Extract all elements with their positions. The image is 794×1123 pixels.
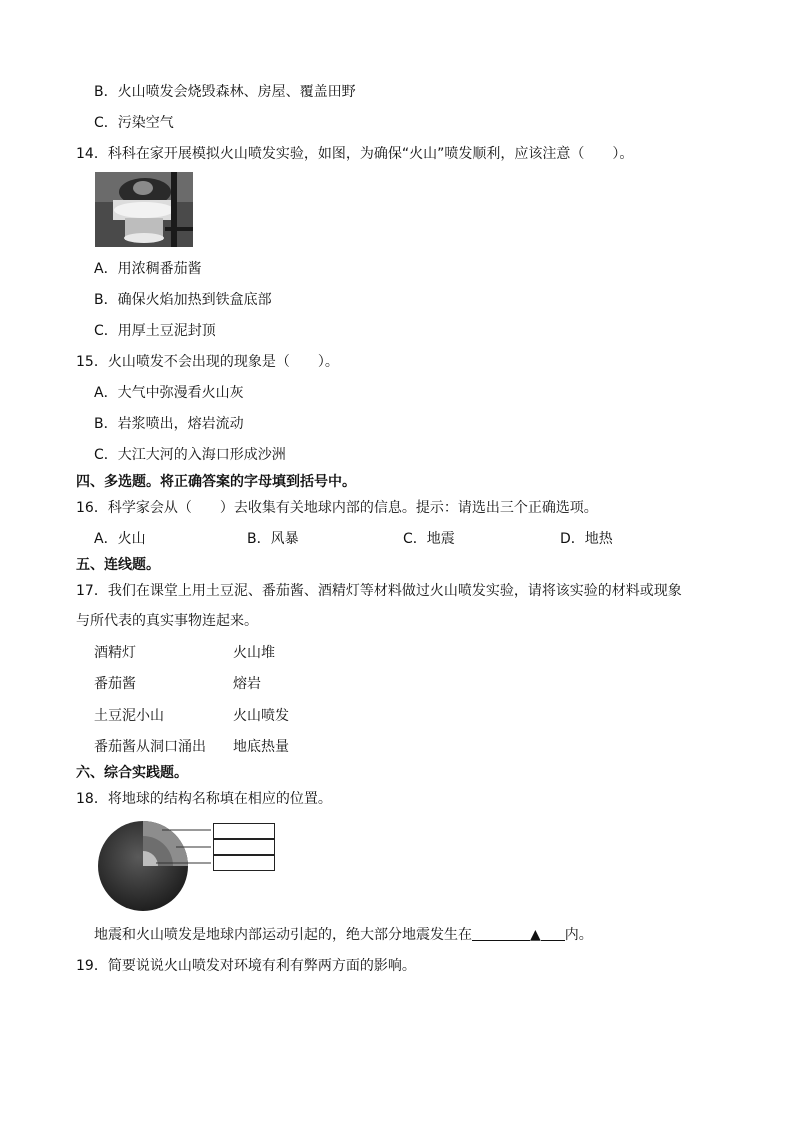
section-5-title: 五、连线题。 (76, 557, 160, 573)
core-answer-box[interactable] (213, 855, 275, 871)
q16-stem: 16．科学家会从（ ）去收集有关地球内部的信息。提示：请选出三个正确选项。 (76, 500, 598, 516)
match-left-item[interactable]: 土豆泥小山 (94, 708, 164, 724)
q17-stem-line-2: 与所代表的真实事物连起来。 (76, 613, 258, 629)
match-right-item[interactable]: 火山堆 (233, 645, 275, 661)
match-left-item[interactable]: 番茄酱 (94, 676, 136, 692)
q15-option-a: A．大气中弥漫看火山灰 (94, 385, 244, 401)
q16-option-c: C．地震 (403, 531, 455, 547)
crust-answer-box[interactable] (213, 823, 275, 839)
q16-option-a: A．火山 (94, 531, 146, 547)
q16-option-d: D．地热 (560, 531, 613, 547)
answer-blank[interactable] (541, 926, 565, 941)
match-left-item[interactable]: 番茄酱从洞口涌出 (94, 739, 206, 755)
q16-option-b: B．风暴 (247, 531, 299, 547)
section-6-title: 六、综合实践题。 (76, 765, 188, 781)
section-4-title: 四、多选题。将正确答案的字母填到括号中。 (76, 474, 356, 490)
q18-fill-sentence (94, 925, 593, 945)
q17-stem-line-1: 17．我们在课堂上用土豆泥、番茄酱、酒精灯等材料做过火山喷发实验，请将该实验的材料或现象 (76, 583, 682, 599)
mantle-answer-box[interactable] (213, 839, 275, 855)
q14-stem: 14．科科在家开展模拟火山喷发实验，如图，为确保“火山”喷发顺利，应该注意（ ）。 (76, 146, 634, 162)
q15-option-c: C．大江大河的入海口形成沙洲 (94, 447, 286, 463)
q15-option-b: B．岩浆喷出，熔岩流动 (94, 416, 244, 432)
q13-option-b: B．火山喷发会烧毁森林、房屋、覆盖田野 (94, 84, 356, 100)
volcano-experiment-photo (95, 172, 193, 247)
q14-option-b: B．确保火焰加热到铁盒底部 (94, 292, 272, 308)
q13-option-c: C．污染空气 (94, 115, 174, 131)
blank-marker: ▲ (530, 927, 541, 943)
q18-fill-after: 内。 (564, 927, 593, 943)
match-right-item[interactable]: 火山喷发 (233, 708, 289, 724)
q18-stem: 18．将地球的结构名称填在相应的位置。 (76, 791, 332, 807)
earth-structure-diagram (96, 820, 276, 912)
q15-stem: 15．火山喷发不会出现的现象是（ ）。 (76, 354, 339, 370)
match-left-item[interactable]: 酒精灯 (94, 645, 136, 661)
q14-option-a: A．用浓稠番茄酱 (94, 261, 202, 277)
q19-stem: 19．简要说说火山喷发对环境有利有弊两方面的影响。 (76, 958, 416, 974)
match-right-item[interactable]: 熔岩 (233, 676, 261, 692)
match-right-item[interactable]: 地底热量 (233, 739, 289, 755)
q14-option-c: C．用厚土豆泥封顶 (94, 323, 216, 339)
answer-blank[interactable] (472, 926, 530, 941)
q18-fill-before: 地震和火山喷发是地球内部运动引起的，绝大部分地震发生在 (94, 927, 472, 943)
